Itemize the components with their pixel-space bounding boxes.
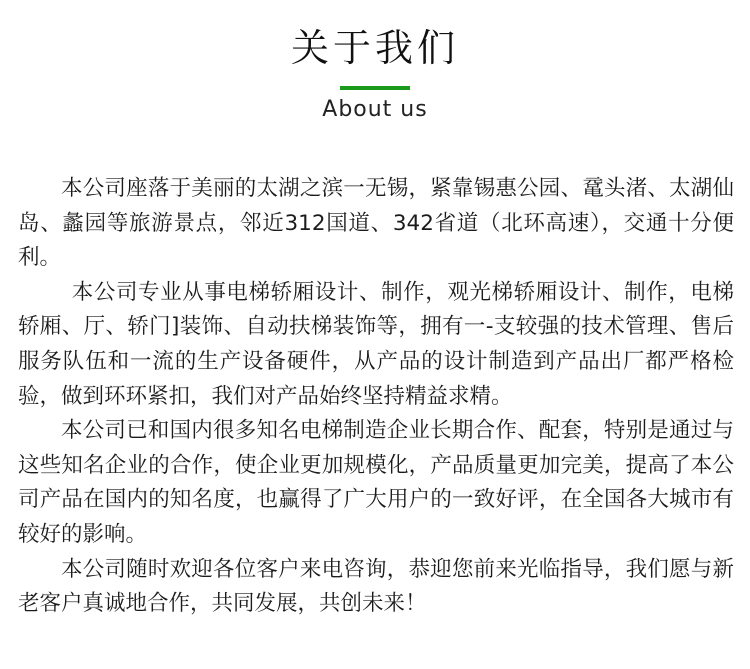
page-subtitle: About us: [322, 97, 428, 122]
paragraph-business: 本公司专业从事电梯轿厢设计、制作，观光梯轿厢设计、制作，电梯轿厢、厅、轿门]装饰、自动扶梯装饰等，拥有一-支较强的技术管理、售后服务队伍和一流的生产设备硬件，从产品的设计制造到产品出厂都严格检验，做到环环紧扣，我们对产品始终坚持精益求精。: [18, 279, 734, 409]
paragraph-partners: 本公司已和国内很多知名电梯制造企业长期合作、配套，特别是通过与这些知名企业的合作，使企业更加规模化，产品质量更加完美，提高了本公司产品在国内的知名度，也赢得了广大用户的一致好评，在全国各大城市有较好的影响。: [18, 418, 734, 547]
title-accent-bar: [340, 86, 410, 90]
about-body: [18, 172, 734, 622]
paragraph-location: 本公司座落于美丽的太湖之滨一无锡，紧靠锡惠公园、鼋头渚、太湖仙岛、蠡园等旅游景点，邻近312国道、342省道（北环高速），交通十分便利。: [18, 176, 734, 271]
page-title: 关于我们: [290, 26, 459, 70]
paragraph-invitation: 本公司随时欢迎各位客户来电咨询，恭迎您前来光临指导，我们愿与新老客户真诚地合作，共同发展，共创未来！: [18, 556, 734, 617]
